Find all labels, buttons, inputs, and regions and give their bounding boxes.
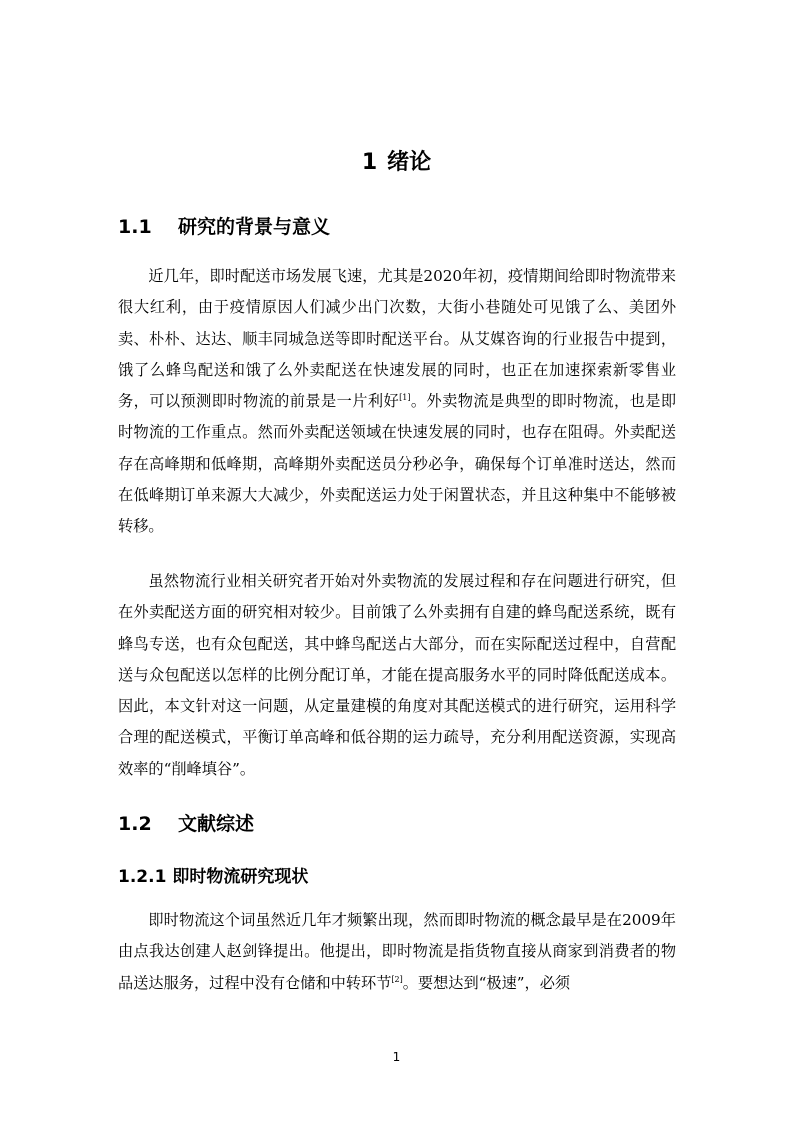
subsection-number: 1.2.1 <box>118 867 167 887</box>
subsection-heading-1-2-1 <box>118 863 308 891</box>
subsection-title: 即时物流研究现状 <box>172 867 309 887</box>
paragraph-text: 即时物流这个词虽然近几年才频繁出现，然而即时物流的概念最早是在2009年由点我达创建人赵剑锋提出。他提出，即时物流是指货物直接从商家到消费者的物品送达服务，过程中没有仓储和中转环节 <box>118 911 676 992</box>
page-number: 1 <box>392 1050 401 1064</box>
section-heading-1-1 <box>118 212 330 242</box>
paragraph-text: 近几年，即时配送市场发展飞速，尤其是2020年初，疫情期间给即时物流带来很大红利，由于疫情原因人们减少出门次数，大街小巷随处可见饿了么、美团外卖、朴朴、达达、顺丰同城急送等即时配送平台。从艾媒咨询的行业报告中提到，饿了么蜂鸟配送和饿了么外卖配送在快速发展的同时，也正在加速探索新零售业务，可以预测即时物流的前景是一片利好 <box>118 267 676 411</box>
paragraph-significance <box>118 566 676 785</box>
citation-marker: [1] <box>399 393 411 403</box>
chapter-number: 1 <box>361 150 378 175</box>
section-number: 1.1 <box>118 216 152 238</box>
section-number: 1.2 <box>118 813 152 835</box>
paragraph-text: 虽然物流行业相关研究者开始对外卖物流的发展过程和存在问题进行研究，但在外卖配送方面的研究相对较少。目前饿了么外卖拥有自建的蜂鸟配送系统，既有蜂鸟专送，也有众包配送，其中蜂鸟配送占大部分，而在实际配送过程中，自营配送与众包配送以怎样的比例分配订单，才能在提高服务水平的同时降低配送成本。因此，本文针对这一问题，从定量建模的角度对其配送模式的进行研究，运用科学合理的配送模式，平衡订单高峰和低谷期的运力疏导，充分利用配送资源，实现高效率的“削峰填谷”。 <box>118 572 676 778</box>
section-title: 文献综述 <box>178 813 255 835</box>
paragraph-instant-logistics <box>118 905 676 999</box>
section-title: 研究的背景与意义 <box>178 216 331 238</box>
section-heading-1-2 <box>118 809 254 839</box>
paragraph-background <box>118 261 676 543</box>
chapter-title <box>0 145 793 181</box>
citation-marker: [2] <box>391 974 403 984</box>
paragraph-text: 。要想达到“极速”，必须 <box>402 973 571 992</box>
chapter-title-text: 绪论 <box>387 150 432 175</box>
paragraph-text: 。外卖物流是典型的即时物流，也是即时物流的工作重点。然而外卖配送领域在快速发展的同时，也存在阻碍。外卖配送存在高峰期和低峰期，高峰期外卖配送员分秒必争，确保每个订单准时送达，然而在低峰期订单来源大大减少，外卖配送运力处于闲置状态，并且这种集中不能够被转移。 <box>118 392 677 536</box>
